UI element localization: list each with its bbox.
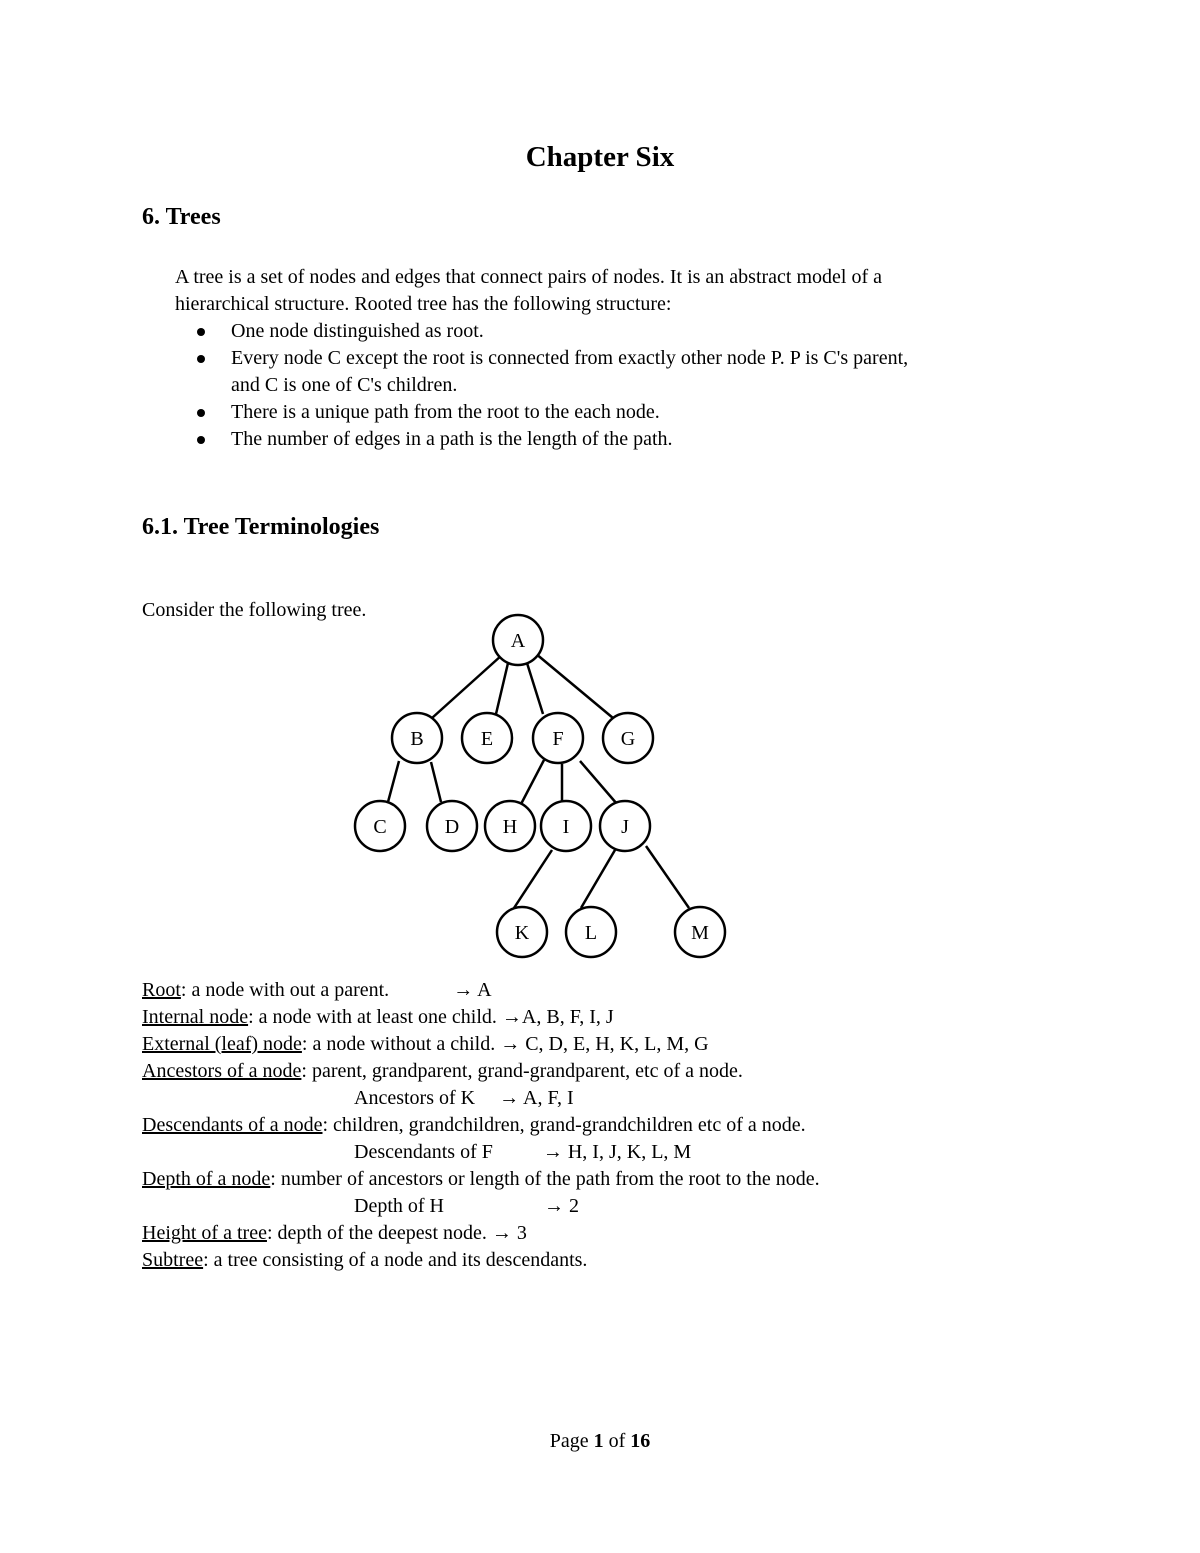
bullet-text: One node distinguished as root. <box>231 320 484 342</box>
arrow-icon: → <box>501 1006 522 1028</box>
example-result: A, F, I <box>523 1087 574 1109</box>
page-number <box>0 1430 1200 1453</box>
edge-a-f <box>527 663 543 714</box>
bullet-dot-icon <box>197 328 205 336</box>
edge-f-h <box>520 760 544 806</box>
node-label: I <box>562 816 570 838</box>
terminology-definitions <box>142 977 820 1274</box>
edge-i-k <box>514 850 552 908</box>
bullet-text: There is a unique path from the root to the each node. <box>231 401 660 423</box>
term-depth: Depth of a node <box>142 1168 271 1190</box>
definition-subtree <box>142 1247 820 1274</box>
node-label: F <box>552 728 564 750</box>
edge-j-l <box>581 850 615 908</box>
example-label: Ancestors of K <box>354 1087 476 1109</box>
structure-bullet-list <box>175 318 908 453</box>
definition-root <box>142 977 820 1004</box>
bullet-item <box>175 399 908 426</box>
definition-result: A <box>477 979 492 1001</box>
edge-a-g <box>535 653 613 718</box>
bullet-text: The number of edges in a path is the length of the path. <box>231 428 673 450</box>
edge-j-m <box>646 846 689 908</box>
definition-text: : parent, grandparent, grand-grandparent, etc of a node. <box>301 1060 743 1082</box>
node-label: G <box>620 728 636 750</box>
bullet-dot-icon <box>197 355 205 363</box>
intro-line-2: hierarchical structure. Rooted tree has the following structure: <box>175 293 672 315</box>
definition-depth <box>142 1166 820 1193</box>
node-label: E <box>480 728 494 750</box>
example-result: 2 <box>568 1195 579 1217</box>
arrow-icon: → <box>499 1087 520 1109</box>
arrow-icon: → <box>543 1195 564 1217</box>
node-label: H <box>502 816 518 838</box>
intro-line-1: A tree is a set of nodes and edges that connect pairs of nodes. It is an abstract model of a <box>175 266 883 288</box>
tree-node-circles <box>355 615 725 957</box>
consider-text: Consider the following tree. <box>142 599 367 621</box>
example-label: Depth of H <box>354 1195 444 1217</box>
arrow-icon: → <box>491 1222 512 1244</box>
arrow-icon: → <box>542 1141 563 1163</box>
bullet-item <box>175 345 908 399</box>
definition-text: : a tree consisting of a node and its descendants. <box>203 1249 588 1271</box>
node-label: M <box>691 922 709 944</box>
tree-diagram <box>340 605 740 965</box>
example-descendants <box>142 1139 820 1166</box>
bullet-item <box>175 318 908 345</box>
definition-text: : depth of the deepest node. <box>266 1222 487 1244</box>
definition-text: : children, grandchildren, grand-grandchildren etc of a node. <box>322 1114 806 1136</box>
definition-ancestors <box>142 1058 820 1085</box>
definition-result: A, B, F, I, J <box>521 1006 614 1028</box>
node-label: B <box>410 728 424 750</box>
section-heading-terminologies: 6.1. Tree Terminologies <box>142 514 380 540</box>
definition-result: C, D, E, H, K, L, M, G <box>525 1033 709 1055</box>
bullet-item <box>175 426 908 453</box>
section-heading-trees: 6. Trees <box>142 204 221 230</box>
node-label: D <box>444 816 460 838</box>
example-result: H, I, J, K, L, M <box>567 1141 692 1163</box>
node-label: K <box>514 922 530 944</box>
bullet-text-continued: and C is one of C's children. <box>231 374 458 396</box>
term-internal-node: Internal node <box>142 1006 249 1028</box>
tree-edges <box>388 653 689 908</box>
bullet-text: Every node C except the root is connected from exactly other node P. P is C's parent, <box>231 347 909 369</box>
term-root: Root <box>142 979 181 1001</box>
total-pages: 16 <box>630 1430 651 1452</box>
definition-text: : a node with out a parent. <box>180 979 390 1001</box>
term-descendants: Descendants of a node <box>142 1114 323 1136</box>
edge-f-j <box>580 761 617 804</box>
definition-external-node <box>142 1031 820 1058</box>
edge-a-b <box>432 655 502 718</box>
page-of-label: of <box>603 1430 631 1452</box>
example-ancestors <box>142 1085 820 1112</box>
definition-result: 3 <box>516 1222 527 1244</box>
definition-height <box>142 1220 820 1247</box>
definition-text: : number of ancestors or length of the path from the root to the node. <box>270 1168 820 1190</box>
term-subtree: Subtree <box>142 1249 204 1271</box>
edge-b-d <box>431 762 441 802</box>
term-external-node: External (leaf) node <box>142 1033 302 1055</box>
edge-a-e <box>496 663 508 714</box>
page-label: Page <box>549 1430 594 1452</box>
example-depth <box>142 1193 820 1220</box>
definition-internal-node <box>142 1004 820 1031</box>
term-ancestors: Ancestors of a node <box>142 1060 302 1082</box>
arrow-icon: → <box>453 979 474 1001</box>
node-label: J <box>621 816 629 838</box>
current-page: 1 <box>593 1430 604 1452</box>
node-label: C <box>373 816 387 838</box>
example-label: Descendants of F <box>354 1141 493 1163</box>
bullet-dot-icon <box>197 409 205 417</box>
chapter-title: Chapter Six <box>525 141 675 173</box>
definition-text: : a node without a child. <box>301 1033 496 1055</box>
edge-b-c <box>388 761 399 802</box>
term-height: Height of a tree <box>142 1222 267 1244</box>
arrow-icon: → <box>500 1033 521 1055</box>
node-label: A <box>510 630 526 652</box>
definition-text: : a node with at least one child. <box>248 1006 497 1028</box>
bullet-dot-icon <box>197 436 205 444</box>
node-label: L <box>584 922 598 944</box>
definition-descendants <box>142 1112 820 1139</box>
